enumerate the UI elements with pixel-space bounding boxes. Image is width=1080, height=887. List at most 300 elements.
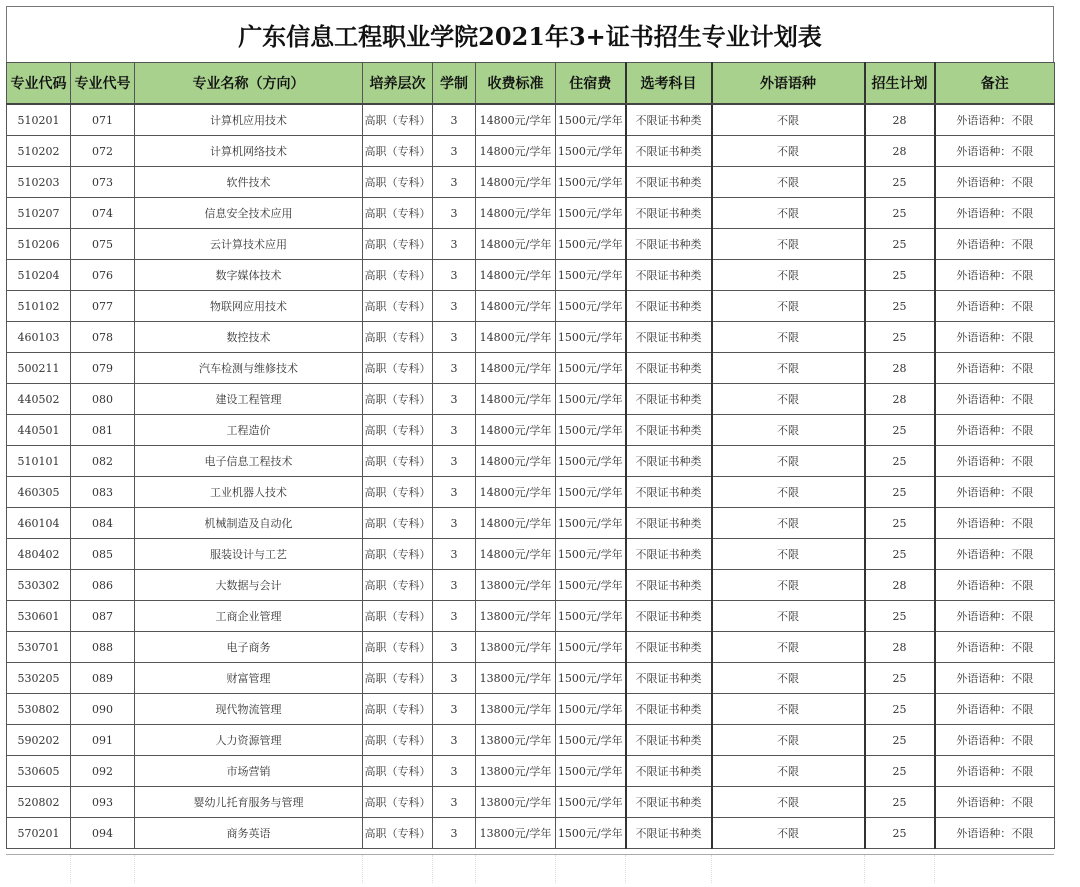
cell-language: 不限 bbox=[712, 353, 865, 384]
cell-accommodation: 1500元/学年 bbox=[556, 229, 626, 260]
table-row bbox=[7, 446, 1055, 477]
cell-duration: 3 bbox=[433, 787, 476, 818]
cell-enrollment-plan: 25 bbox=[865, 756, 935, 787]
table-row bbox=[7, 539, 1055, 570]
cell-tuition: 13800元/学年 bbox=[476, 725, 556, 756]
cell-level: 高职（专科） bbox=[363, 322, 433, 353]
cell-remarks: 外语语种：不限 bbox=[935, 229, 1055, 260]
cell-accommodation: 1500元/学年 bbox=[556, 353, 626, 384]
cell-accommodation: 1500元/学年 bbox=[556, 167, 626, 198]
cell-accommodation: 1500元/学年 bbox=[556, 384, 626, 415]
cell-tuition: 13800元/学年 bbox=[476, 601, 556, 632]
cell-remarks: 外语语种：不限 bbox=[935, 260, 1055, 291]
enrollment-plan-table bbox=[6, 62, 1055, 849]
cell-exam-subject: 不限证书种类 bbox=[626, 136, 712, 167]
cell-major-number: 092 bbox=[71, 756, 135, 787]
cell-level: 高职（专科） bbox=[363, 663, 433, 694]
cell-major-number: 075 bbox=[71, 229, 135, 260]
cell-duration: 3 bbox=[433, 539, 476, 570]
cell-remarks: 外语语种：不限 bbox=[935, 539, 1055, 570]
cell-language: 不限 bbox=[712, 756, 865, 787]
cell-accommodation: 1500元/学年 bbox=[556, 477, 626, 508]
cell-enrollment-plan: 25 bbox=[865, 663, 935, 694]
cell-duration: 3 bbox=[433, 694, 476, 725]
cell-level: 高职（专科） bbox=[363, 353, 433, 384]
cell-language: 不限 bbox=[712, 787, 865, 818]
cell-major-code: 500211 bbox=[7, 353, 71, 384]
cell-duration: 3 bbox=[433, 477, 476, 508]
cell-level: 高职（专科） bbox=[363, 167, 433, 198]
table-row bbox=[7, 229, 1055, 260]
cell-level: 高职（专科） bbox=[363, 229, 433, 260]
cell-tuition: 14800元/学年 bbox=[476, 291, 556, 322]
cell-level: 高职（专科） bbox=[363, 136, 433, 167]
cell-enrollment-plan: 25 bbox=[865, 198, 935, 229]
cell-exam-subject: 不限证书种类 bbox=[626, 229, 712, 260]
cell-language: 不限 bbox=[712, 694, 865, 725]
cell-language: 不限 bbox=[712, 322, 865, 353]
cell-remarks: 外语语种：不限 bbox=[935, 167, 1055, 198]
cell-enrollment-plan: 28 bbox=[865, 136, 935, 167]
cell-language: 不限 bbox=[712, 136, 865, 167]
cell-tuition: 13800元/学年 bbox=[476, 818, 556, 849]
cell-major-name: 工业机器人技术 bbox=[135, 477, 363, 508]
cell-enrollment-plan: 28 bbox=[865, 384, 935, 415]
cell-major-code: 520802 bbox=[7, 787, 71, 818]
cell-tuition: 13800元/学年 bbox=[476, 632, 556, 663]
table-row bbox=[7, 291, 1055, 322]
cell-level: 高职（专科） bbox=[363, 694, 433, 725]
cell-major-number: 088 bbox=[71, 632, 135, 663]
cell-enrollment-plan: 28 bbox=[865, 632, 935, 663]
cell-duration: 3 bbox=[433, 508, 476, 539]
cell-enrollment-plan: 25 bbox=[865, 818, 935, 849]
cell-duration: 3 bbox=[433, 663, 476, 694]
cell-major-number: 081 bbox=[71, 415, 135, 446]
cell-exam-subject: 不限证书种类 bbox=[626, 322, 712, 353]
cell-remarks: 外语语种：不限 bbox=[935, 322, 1055, 353]
cell-major-code: 510201 bbox=[7, 104, 71, 136]
header-major-code: 专业代码 bbox=[7, 63, 71, 105]
cell-duration: 3 bbox=[433, 601, 476, 632]
cell-level: 高职（专科） bbox=[363, 539, 433, 570]
cell-tuition: 14800元/学年 bbox=[476, 322, 556, 353]
cell-major-code: 570201 bbox=[7, 818, 71, 849]
cell-exam-subject: 不限证书种类 bbox=[626, 260, 712, 291]
cell-tuition: 13800元/学年 bbox=[476, 787, 556, 818]
cell-accommodation: 1500元/学年 bbox=[556, 104, 626, 136]
header-language: 外语语种 bbox=[712, 63, 865, 105]
cell-major-number: 073 bbox=[71, 167, 135, 198]
cell-remarks: 外语语种：不限 bbox=[935, 601, 1055, 632]
cell-duration: 3 bbox=[433, 260, 476, 291]
cell-exam-subject: 不限证书种类 bbox=[626, 291, 712, 322]
header-enrollment-plan: 招生计划 bbox=[865, 63, 935, 105]
cell-accommodation: 1500元/学年 bbox=[556, 415, 626, 446]
cell-major-code: 460305 bbox=[7, 477, 71, 508]
table-row bbox=[7, 725, 1055, 756]
cell-major-number: 084 bbox=[71, 508, 135, 539]
cell-accommodation: 1500元/学年 bbox=[556, 756, 626, 787]
cell-accommodation: 1500元/学年 bbox=[556, 322, 626, 353]
cell-remarks: 外语语种：不限 bbox=[935, 663, 1055, 694]
cell-exam-subject: 不限证书种类 bbox=[626, 818, 712, 849]
cell-exam-subject: 不限证书种类 bbox=[626, 601, 712, 632]
cell-language: 不限 bbox=[712, 415, 865, 446]
cell-tuition: 14800元/学年 bbox=[476, 477, 556, 508]
cell-exam-subject: 不限证书种类 bbox=[626, 415, 712, 446]
cell-major-number: 083 bbox=[71, 477, 135, 508]
cell-duration: 3 bbox=[433, 384, 476, 415]
cell-major-code: 530701 bbox=[7, 632, 71, 663]
cell-level: 高职（专科） bbox=[363, 508, 433, 539]
cell-major-number: 076 bbox=[71, 260, 135, 291]
cell-remarks: 外语语种：不限 bbox=[935, 818, 1055, 849]
cell-major-number: 089 bbox=[71, 663, 135, 694]
cell-major-number: 091 bbox=[71, 725, 135, 756]
cell-enrollment-plan: 25 bbox=[865, 229, 935, 260]
cell-major-name: 数控技术 bbox=[135, 322, 363, 353]
cell-language: 不限 bbox=[712, 229, 865, 260]
header-major-number: 专业代号 bbox=[71, 63, 135, 105]
cell-tuition: 14800元/学年 bbox=[476, 198, 556, 229]
cell-tuition: 14800元/学年 bbox=[476, 446, 556, 477]
cell-exam-subject: 不限证书种类 bbox=[626, 198, 712, 229]
cell-language: 不限 bbox=[712, 384, 865, 415]
cell-major-name: 服装设计与工艺 bbox=[135, 539, 363, 570]
table-row bbox=[7, 322, 1055, 353]
cell-exam-subject: 不限证书种类 bbox=[626, 446, 712, 477]
cell-major-code: 460103 bbox=[7, 322, 71, 353]
cell-remarks: 外语语种：不限 bbox=[935, 104, 1055, 136]
cell-exam-subject: 不限证书种类 bbox=[626, 508, 712, 539]
cell-enrollment-plan: 25 bbox=[865, 508, 935, 539]
cell-duration: 3 bbox=[433, 291, 476, 322]
cell-language: 不限 bbox=[712, 539, 865, 570]
cell-enrollment-plan: 28 bbox=[865, 570, 935, 601]
table-row bbox=[7, 694, 1055, 725]
cell-major-name: 现代物流管理 bbox=[135, 694, 363, 725]
cell-level: 高职（专科） bbox=[363, 818, 433, 849]
cell-major-number: 087 bbox=[71, 601, 135, 632]
header-major-name: 专业名称（方向） bbox=[135, 63, 363, 105]
header-tuition: 收费标准 bbox=[476, 63, 556, 105]
cell-enrollment-plan: 25 bbox=[865, 694, 935, 725]
cell-exam-subject: 不限证书种类 bbox=[626, 477, 712, 508]
cell-major-name: 计算机网络技术 bbox=[135, 136, 363, 167]
cell-level: 高职（专科） bbox=[363, 477, 433, 508]
cell-exam-subject: 不限证书种类 bbox=[626, 539, 712, 570]
table-row bbox=[7, 508, 1055, 539]
cell-major-number: 071 bbox=[71, 104, 135, 136]
cell-level: 高职（专科） bbox=[363, 601, 433, 632]
cell-enrollment-plan: 25 bbox=[865, 415, 935, 446]
cell-major-code: 510204 bbox=[7, 260, 71, 291]
cell-language: 不限 bbox=[712, 508, 865, 539]
cell-major-number: 074 bbox=[71, 198, 135, 229]
table-row bbox=[7, 104, 1055, 136]
cell-language: 不限 bbox=[712, 601, 865, 632]
header-remarks: 备注 bbox=[935, 63, 1055, 105]
cell-tuition: 14800元/学年 bbox=[476, 539, 556, 570]
header-level: 培养层次 bbox=[363, 63, 433, 105]
cell-exam-subject: 不限证书种类 bbox=[626, 104, 712, 136]
cell-enrollment-plan: 25 bbox=[865, 601, 935, 632]
spreadsheet bbox=[6, 6, 1054, 849]
cell-major-name: 数字媒体技术 bbox=[135, 260, 363, 291]
cell-language: 不限 bbox=[712, 818, 865, 849]
cell-exam-subject: 不限证书种类 bbox=[626, 694, 712, 725]
cell-tuition: 13800元/学年 bbox=[476, 570, 556, 601]
cell-enrollment-plan: 28 bbox=[865, 353, 935, 384]
cell-remarks: 外语语种：不限 bbox=[935, 508, 1055, 539]
cell-duration: 3 bbox=[433, 229, 476, 260]
cell-remarks: 外语语种：不限 bbox=[935, 384, 1055, 415]
cell-remarks: 外语语种：不限 bbox=[935, 632, 1055, 663]
cell-enrollment-plan: 25 bbox=[865, 260, 935, 291]
cell-major-name: 建设工程管理 bbox=[135, 384, 363, 415]
header-accommodation: 住宿费 bbox=[556, 63, 626, 105]
cell-exam-subject: 不限证书种类 bbox=[626, 756, 712, 787]
cell-language: 不限 bbox=[712, 198, 865, 229]
cell-level: 高职（专科） bbox=[363, 725, 433, 756]
cell-duration: 3 bbox=[433, 353, 476, 384]
table-row bbox=[7, 663, 1055, 694]
cell-exam-subject: 不限证书种类 bbox=[626, 663, 712, 694]
cell-tuition: 14800元/学年 bbox=[476, 353, 556, 384]
cell-major-code: 530601 bbox=[7, 601, 71, 632]
cell-remarks: 外语语种：不限 bbox=[935, 291, 1055, 322]
cell-remarks: 外语语种：不限 bbox=[935, 477, 1055, 508]
cell-accommodation: 1500元/学年 bbox=[556, 260, 626, 291]
cell-remarks: 外语语种：不限 bbox=[935, 415, 1055, 446]
table-row bbox=[7, 818, 1055, 849]
cell-major-code: 440501 bbox=[7, 415, 71, 446]
cell-accommodation: 1500元/学年 bbox=[556, 818, 626, 849]
cell-exam-subject: 不限证书种类 bbox=[626, 384, 712, 415]
table-header-row bbox=[7, 63, 1055, 105]
cell-tuition: 14800元/学年 bbox=[476, 260, 556, 291]
cell-tuition: 13800元/学年 bbox=[476, 663, 556, 694]
header-duration: 学制 bbox=[433, 63, 476, 105]
cell-major-code: 440502 bbox=[7, 384, 71, 415]
cell-tuition: 14800元/学年 bbox=[476, 136, 556, 167]
cell-remarks: 外语语种：不限 bbox=[935, 446, 1055, 477]
cell-enrollment-plan: 25 bbox=[865, 167, 935, 198]
cell-duration: 3 bbox=[433, 198, 476, 229]
table-row bbox=[7, 601, 1055, 632]
cell-accommodation: 1500元/学年 bbox=[556, 632, 626, 663]
cell-level: 高职（专科） bbox=[363, 198, 433, 229]
table-row bbox=[7, 353, 1055, 384]
cell-accommodation: 1500元/学年 bbox=[556, 198, 626, 229]
cell-major-number: 077 bbox=[71, 291, 135, 322]
cell-enrollment-plan: 25 bbox=[865, 477, 935, 508]
cell-major-number: 082 bbox=[71, 446, 135, 477]
cell-level: 高职（专科） bbox=[363, 570, 433, 601]
cell-major-name: 电子商务 bbox=[135, 632, 363, 663]
cell-major-number: 079 bbox=[71, 353, 135, 384]
cell-tuition: 14800元/学年 bbox=[476, 415, 556, 446]
cell-remarks: 外语语种：不限 bbox=[935, 198, 1055, 229]
cell-level: 高职（专科） bbox=[363, 104, 433, 136]
cell-major-number: 094 bbox=[71, 818, 135, 849]
cell-duration: 3 bbox=[433, 322, 476, 353]
cell-level: 高职（专科） bbox=[363, 756, 433, 787]
cell-major-code: 510202 bbox=[7, 136, 71, 167]
cell-major-number: 090 bbox=[71, 694, 135, 725]
cell-major-code: 510203 bbox=[7, 167, 71, 198]
cell-accommodation: 1500元/学年 bbox=[556, 136, 626, 167]
cell-major-name: 大数据与会计 bbox=[135, 570, 363, 601]
cell-major-name: 汽车检测与维修技术 bbox=[135, 353, 363, 384]
cell-duration: 3 bbox=[433, 446, 476, 477]
cell-tuition: 13800元/学年 bbox=[476, 694, 556, 725]
cell-major-code: 480402 bbox=[7, 539, 71, 570]
cell-language: 不限 bbox=[712, 291, 865, 322]
cell-major-name: 计算机应用技术 bbox=[135, 104, 363, 136]
cell-remarks: 外语语种：不限 bbox=[935, 570, 1055, 601]
cell-major-code: 510102 bbox=[7, 291, 71, 322]
cell-major-name: 市场营销 bbox=[135, 756, 363, 787]
cell-duration: 3 bbox=[433, 136, 476, 167]
cell-enrollment-plan: 25 bbox=[865, 787, 935, 818]
cell-major-code: 530802 bbox=[7, 694, 71, 725]
cell-language: 不限 bbox=[712, 446, 865, 477]
cell-remarks: 外语语种：不限 bbox=[935, 787, 1055, 818]
cell-major-name: 工程造价 bbox=[135, 415, 363, 446]
cell-tuition: 14800元/学年 bbox=[476, 229, 556, 260]
cell-major-number: 093 bbox=[71, 787, 135, 818]
cell-remarks: 外语语种：不限 bbox=[935, 694, 1055, 725]
cell-language: 不限 bbox=[712, 477, 865, 508]
cell-major-name: 工商企业管理 bbox=[135, 601, 363, 632]
cell-exam-subject: 不限证书种类 bbox=[626, 570, 712, 601]
cell-tuition: 14800元/学年 bbox=[476, 167, 556, 198]
table-row bbox=[7, 260, 1055, 291]
cell-major-code: 460104 bbox=[7, 508, 71, 539]
cell-major-number: 086 bbox=[71, 570, 135, 601]
cell-major-code: 530205 bbox=[7, 663, 71, 694]
cell-major-name: 物联网应用技术 bbox=[135, 291, 363, 322]
cell-major-number: 080 bbox=[71, 384, 135, 415]
cell-exam-subject: 不限证书种类 bbox=[626, 725, 712, 756]
cell-accommodation: 1500元/学年 bbox=[556, 694, 626, 725]
table-row bbox=[7, 756, 1055, 787]
cell-major-name: 人力资源管理 bbox=[135, 725, 363, 756]
table-row bbox=[7, 167, 1055, 198]
cell-language: 不限 bbox=[712, 260, 865, 291]
cell-tuition: 14800元/学年 bbox=[476, 104, 556, 136]
table-row bbox=[7, 415, 1055, 446]
cell-enrollment-plan: 25 bbox=[865, 322, 935, 353]
cell-language: 不限 bbox=[712, 632, 865, 663]
cell-major-code: 510207 bbox=[7, 198, 71, 229]
cell-major-code: 510101 bbox=[7, 446, 71, 477]
cell-remarks: 外语语种：不限 bbox=[935, 756, 1055, 787]
cell-language: 不限 bbox=[712, 167, 865, 198]
table-row bbox=[7, 136, 1055, 167]
cell-level: 高职（专科） bbox=[363, 415, 433, 446]
table-row bbox=[7, 477, 1055, 508]
cell-exam-subject: 不限证书种类 bbox=[626, 787, 712, 818]
cell-major-code: 510206 bbox=[7, 229, 71, 260]
cell-major-name: 商务英语 bbox=[135, 818, 363, 849]
cell-major-name: 婴幼儿托育服务与管理 bbox=[135, 787, 363, 818]
cell-language: 不限 bbox=[712, 570, 865, 601]
table-row bbox=[7, 570, 1055, 601]
cell-duration: 3 bbox=[433, 415, 476, 446]
cell-tuition: 14800元/学年 bbox=[476, 508, 556, 539]
cell-accommodation: 1500元/学年 bbox=[556, 446, 626, 477]
cell-enrollment-plan: 25 bbox=[865, 539, 935, 570]
cell-major-code: 530302 bbox=[7, 570, 71, 601]
table-row bbox=[7, 787, 1055, 818]
cell-level: 高职（专科） bbox=[363, 384, 433, 415]
cell-accommodation: 1500元/学年 bbox=[556, 570, 626, 601]
cell-major-number: 072 bbox=[71, 136, 135, 167]
cell-level: 高职（专科） bbox=[363, 291, 433, 322]
cell-major-name: 信息安全技术应用 bbox=[135, 198, 363, 229]
page-title: 广东信息工程职业学院2021年3+证书招生专业计划表 bbox=[6, 6, 1054, 62]
cell-accommodation: 1500元/学年 bbox=[556, 725, 626, 756]
cell-accommodation: 1500元/学年 bbox=[556, 601, 626, 632]
cell-accommodation: 1500元/学年 bbox=[556, 663, 626, 694]
cell-remarks: 外语语种：不限 bbox=[935, 353, 1055, 384]
cell-level: 高职（专科） bbox=[363, 260, 433, 291]
cell-level: 高职（专科） bbox=[363, 787, 433, 818]
cell-duration: 3 bbox=[433, 104, 476, 136]
cell-major-number: 085 bbox=[71, 539, 135, 570]
table-row bbox=[7, 384, 1055, 415]
cell-duration: 3 bbox=[433, 167, 476, 198]
cell-level: 高职（专科） bbox=[363, 632, 433, 663]
cell-major-name: 电子信息工程技术 bbox=[135, 446, 363, 477]
cell-remarks: 外语语种：不限 bbox=[935, 136, 1055, 167]
cell-exam-subject: 不限证书种类 bbox=[626, 353, 712, 384]
cell-duration: 3 bbox=[433, 570, 476, 601]
cell-accommodation: 1500元/学年 bbox=[556, 508, 626, 539]
cell-exam-subject: 不限证书种类 bbox=[626, 167, 712, 198]
table-row bbox=[7, 198, 1055, 229]
cell-major-name: 软件技术 bbox=[135, 167, 363, 198]
cell-enrollment-plan: 28 bbox=[865, 104, 935, 136]
cell-enrollment-plan: 25 bbox=[865, 291, 935, 322]
cell-tuition: 14800元/学年 bbox=[476, 384, 556, 415]
cell-major-name: 财富管理 bbox=[135, 663, 363, 694]
cell-language: 不限 bbox=[712, 104, 865, 136]
header-exam-subject: 选考科目 bbox=[626, 63, 712, 105]
cell-major-code: 530605 bbox=[7, 756, 71, 787]
cell-duration: 3 bbox=[433, 725, 476, 756]
cell-major-number: 078 bbox=[71, 322, 135, 353]
table-row bbox=[7, 632, 1055, 663]
cell-major-name: 机械制造及自动化 bbox=[135, 508, 363, 539]
cell-level: 高职（专科） bbox=[363, 446, 433, 477]
cell-exam-subject: 不限证书种类 bbox=[626, 632, 712, 663]
cell-enrollment-plan: 25 bbox=[865, 446, 935, 477]
cell-remarks: 外语语种：不限 bbox=[935, 725, 1055, 756]
cell-major-name: 云计算技术应用 bbox=[135, 229, 363, 260]
cell-accommodation: 1500元/学年 bbox=[556, 291, 626, 322]
cell-language: 不限 bbox=[712, 663, 865, 694]
cell-accommodation: 1500元/学年 bbox=[556, 539, 626, 570]
cell-tuition: 13800元/学年 bbox=[476, 756, 556, 787]
cell-duration: 3 bbox=[433, 756, 476, 787]
cell-enrollment-plan: 25 bbox=[865, 725, 935, 756]
empty-spreadsheet-rows bbox=[6, 854, 1054, 883]
cell-accommodation: 1500元/学年 bbox=[556, 787, 626, 818]
